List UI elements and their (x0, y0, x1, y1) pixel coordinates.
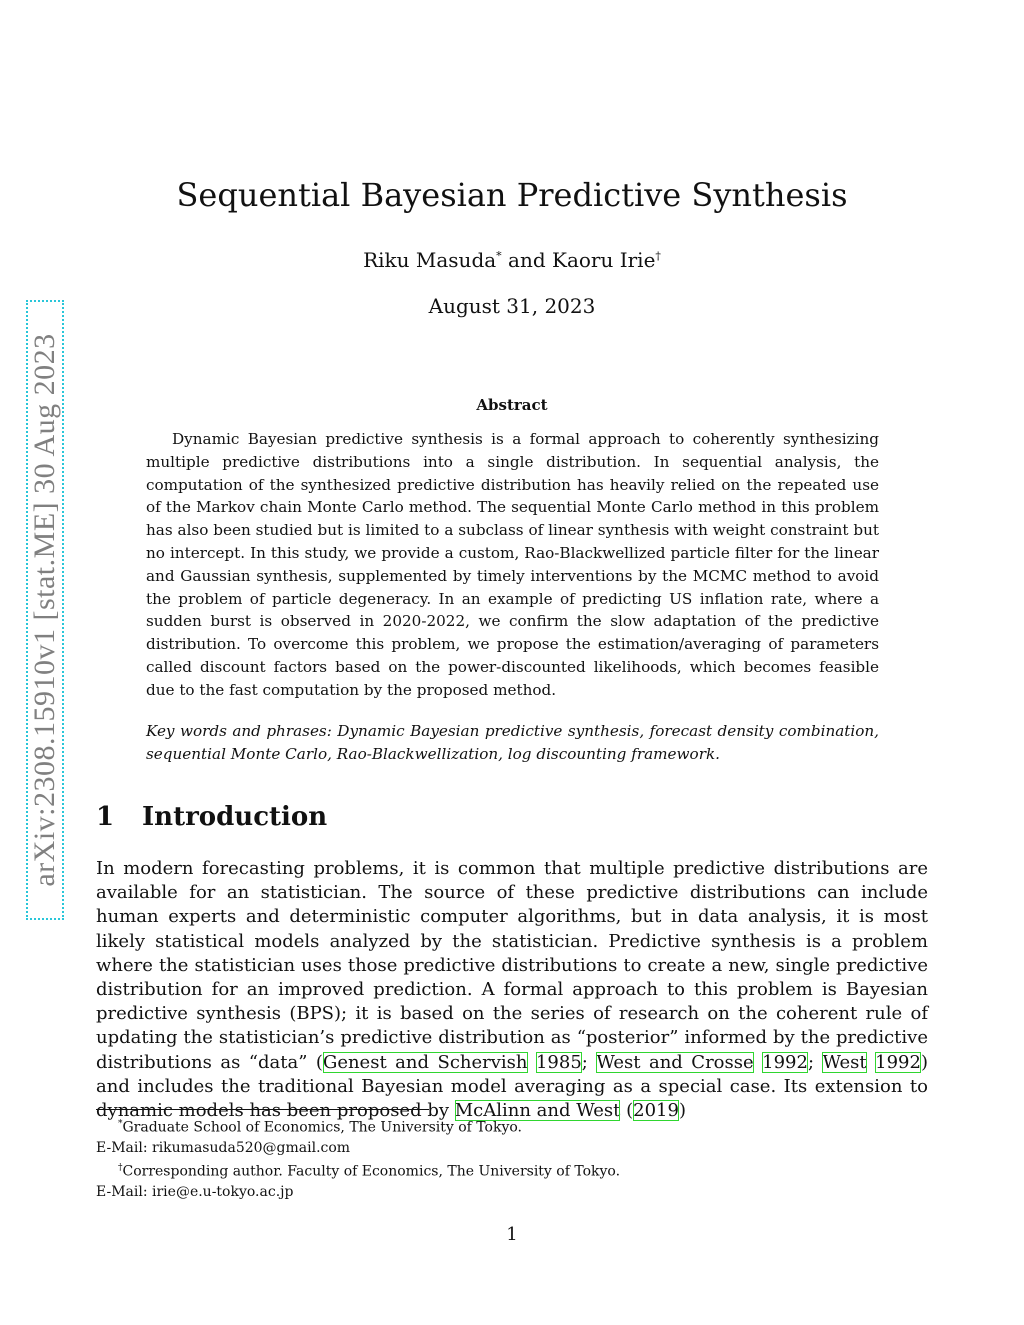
footnote-affiliation: Graduate School of Economics, The University of Tokyo. (122, 1119, 522, 1136)
citation-year-link[interactable]: 2019 (633, 1100, 679, 1122)
citation-link[interactable]: West and Crosse (596, 1051, 754, 1073)
section-title: Introduction (142, 802, 328, 832)
section-heading (96, 802, 327, 832)
footnote-1 (96, 1114, 928, 1138)
citation-separator: ( (620, 1100, 634, 1122)
citation-year-link[interactable]: 1992 (875, 1051, 921, 1073)
footnote-email: E-Mail: irie@e.u-tokyo.ac.jp (96, 1184, 294, 1201)
footnote-affiliation: Corresponding author. Faculty of Economics, The University of Tokyo. (122, 1163, 621, 1180)
footnote-mark: † (118, 1163, 123, 1174)
citation-separator: ; (581, 1051, 597, 1073)
footnote-marker[interactable]: * (496, 249, 502, 263)
author-conjunction: and (501, 248, 552, 272)
abstract-body: Dynamic Bayesian predictive synthesis is a formal approach to coherently synthesizing multiple predictive distributions into a single distribution. In sequential analysis, the computation of the synthesized predictive distribution has heavily relied on the repeated use of the Markov chain Monte Carlo method. The sequential Monte Carlo method in this problem has also been studied but is limited to a subclass of linear synthesis with weight constraint but no intercept. In this study, we provide a custom, Rao-Blackwellized particle filter for the linear and Gaussian synthesis, supplemented by timely interventions by the MCMC method to avoid the problem of particle degeneracy. In an example of predicting US inflation rate, where a sudden burst is observed in 2020-2022, we confirm the slow adaptation of the predictive distribution. To overcome this problem, we propose the estimation/averaging of parameters called discount factors based on the power-discounted likelihoods, which becomes feasible due to the fast computation by the proposed method. (146, 430, 879, 699)
paper-title: Sequential Bayesian Predictive Synthesis (176, 176, 848, 214)
author-name: Riku Masuda (363, 248, 497, 272)
citation-link[interactable]: West (822, 1051, 867, 1073)
citation-link[interactable]: Genest and Schervish (322, 1051, 528, 1073)
footnote-2 (96, 1158, 928, 1182)
paragraph-text: In modern forecasting problems, it is common that multiple predictive distributions are available for an statistician. The source of these predictive distributions can include human experts and deterministic computer algorithms, but in data analysis, it is most likely statistical models analyzed by the statistician. Predictive synthesis is a problem where the statistician uses those predictive distributions to create a new, single predictive distribution for an improved prediction. A formal approach to this problem is Bayesian predictive synthesis (BPS); it is based on the series of research on the coherent rule of updating the statistician’s predictive distribution as “posterior” informed by the predictive distributions as “data” ( (96, 858, 928, 1073)
introduction-paragraph (96, 857, 928, 1123)
citation-separator: ; (807, 1051, 823, 1073)
author-line (0, 248, 1024, 272)
citation-separator: ) (678, 1100, 686, 1122)
abstract-heading: Abstract (476, 396, 548, 414)
page-number: 1 (506, 1224, 518, 1245)
citation-year-link[interactable]: 1992 (762, 1051, 808, 1073)
citation-link[interactable]: McAlinn and West (454, 1100, 621, 1122)
footnote-mark: * (118, 1119, 123, 1129)
section-number: 1 (96, 802, 115, 832)
footnotes (96, 1114, 928, 1203)
footnote-email: E-Mail: rikumasuda520@gmail.com (96, 1139, 351, 1156)
footnote-divider (96, 1109, 429, 1110)
arxiv-stamp[interactable] (26, 300, 64, 920)
keywords: Key words and phrases: Dynamic Bayesian predictive synthesis, forecast density combination, sequential Monte Carlo, Rao-Blackwellization, log discounting framework. (146, 722, 879, 763)
author-name: Kaoru Irie (552, 248, 656, 272)
arxiv-identifier[interactable]: arXiv:2308.15910v1 [stat.ME] 30 Aug 2023 (28, 333, 61, 887)
paragraph-text: ) and includes the traditional Bayesian model averaging as a special case. Its extension to dynamic models has been proposed by (96, 1051, 928, 1122)
footnote-marker[interactable]: † (655, 249, 661, 263)
citation-year-link[interactable]: 1985 (535, 1051, 582, 1073)
publication-date: August 31, 2023 (428, 294, 596, 318)
